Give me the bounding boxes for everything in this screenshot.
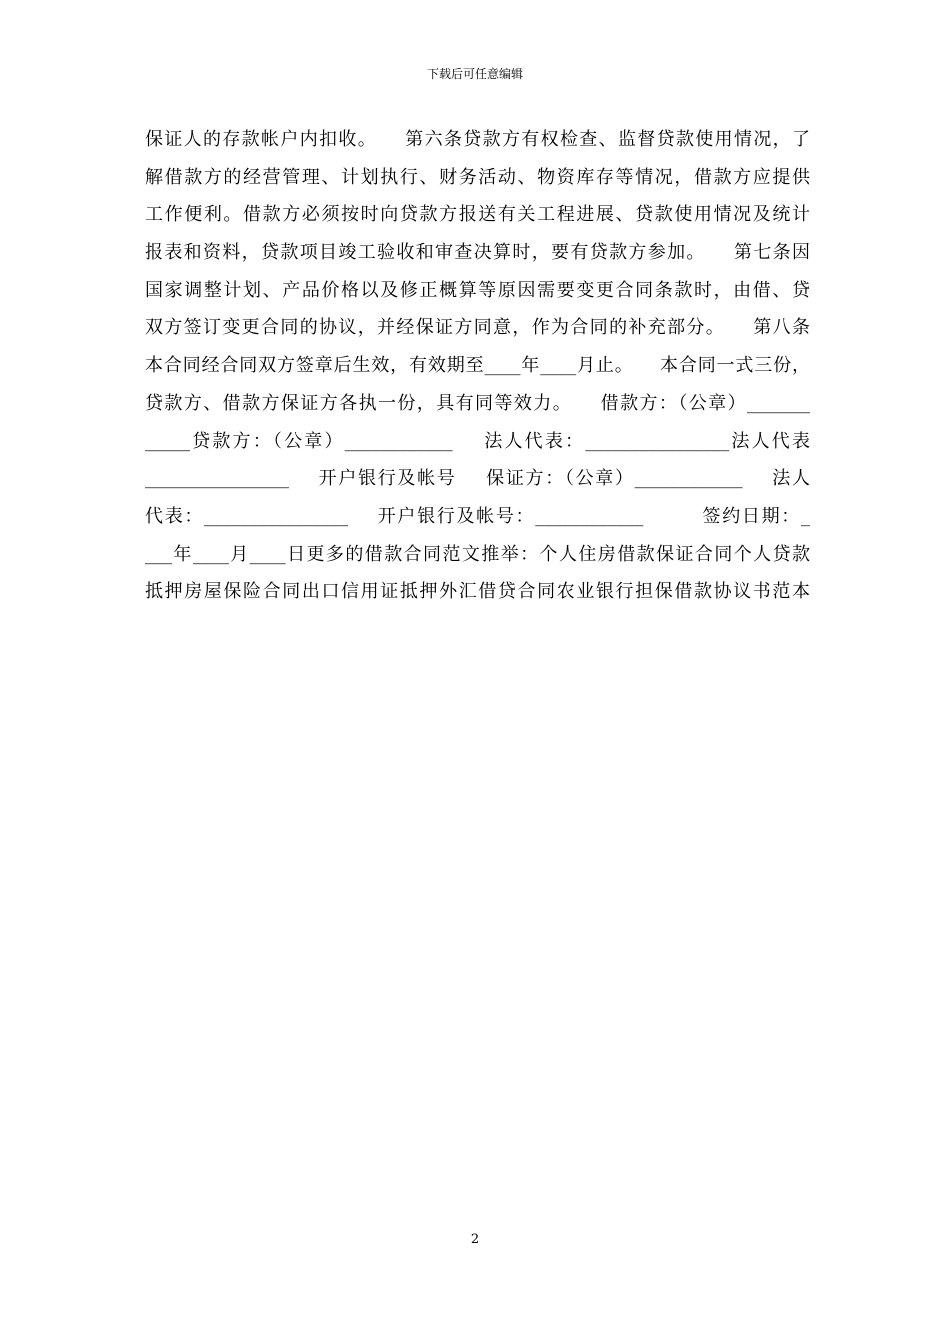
body-line: ___年____月____日更多的借款合同范文推举：个人住房借款保证合同个人贷款	[145, 543, 810, 565]
page-number: 2	[470, 1232, 480, 1247]
body-line: 贷款方、借款方保证方各执一份，具有同等效力。 借款方：（公章）_______	[145, 392, 810, 414]
body-line: 抵押房屋保险合同出口信用证抵押外汇借贷合同农业银行担保借款协议书范本	[145, 581, 810, 603]
document-body	[145, 121, 810, 611]
body-line: 双方签订变更合同的协议，并经保证方同意，作为合同的补充部分。 第八条	[145, 317, 810, 339]
page-header: 下载后可任意编辑	[426, 67, 523, 81]
body-line: 报表和资料，贷款项目竣工验收和审查决算时，要有贷款方参加。 第七条因	[145, 242, 810, 264]
body-line: 工作便利。借款方必须按时向贷款方报送有关工程进展、贷款使用情况及统计	[145, 204, 810, 226]
body-line: 解借款方的经营管理、计划执行、财务活动、物资库存等情况，借款方应提供	[145, 166, 810, 188]
body-line: 保证人的存款帐户内扣收。 第六条贷款方有权检查、监督贷款使用情况，了	[145, 129, 810, 150]
body-line: _____贷款方：（公章）____________ 法人代表：________________法人代表	[145, 430, 810, 452]
body-line: 代表：________________ 开户银行及帐号：____________ 签约日期：_	[145, 505, 810, 527]
body-line: 国家调整计划、产品价格以及修正概算等原因需要变更合同条款时，由借、贷	[145, 279, 810, 301]
body-line: 本合同经合同双方签章后生效，有效期至____年____月止。 本合同一式三份，	[145, 355, 810, 377]
body-line: ________________ 开户银行及帐号 保证方：（公章）____________ 法人	[145, 468, 810, 490]
